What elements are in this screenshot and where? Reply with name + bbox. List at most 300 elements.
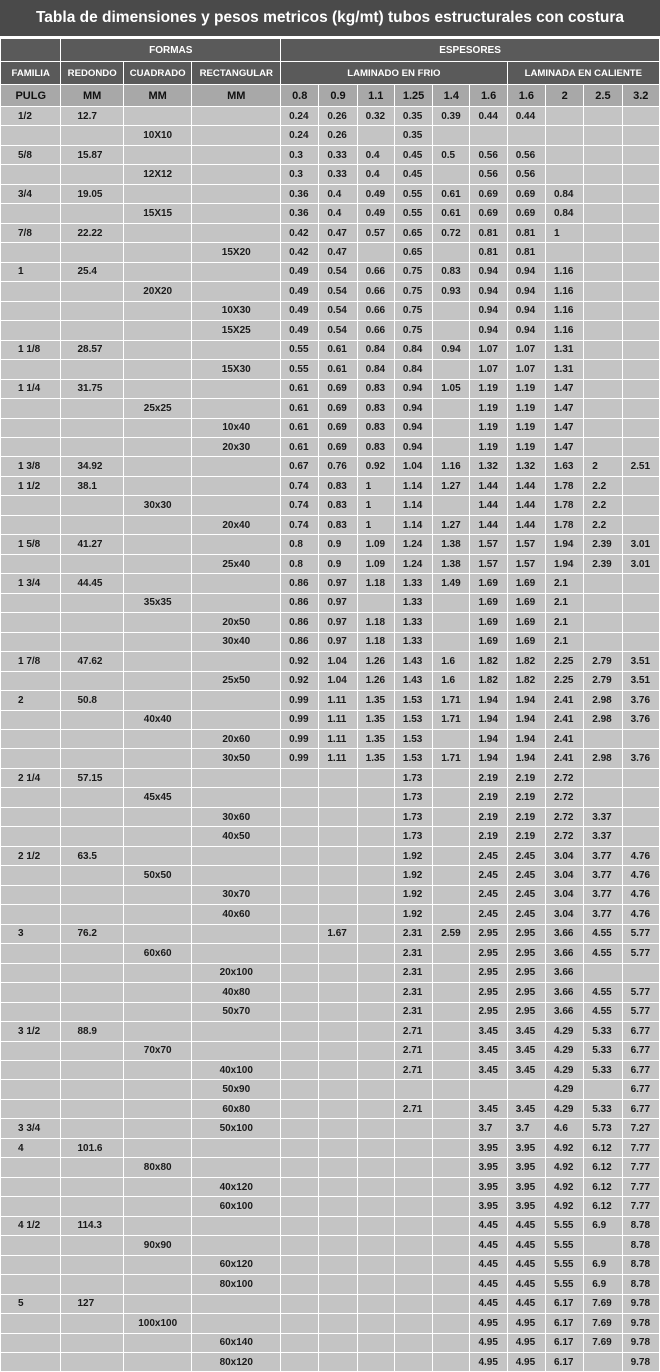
cuadrado-cell	[123, 1022, 192, 1041]
weight-cell	[357, 905, 394, 924]
weight-cell: 4.95	[470, 1333, 507, 1352]
weight-cell: 0.94	[394, 399, 432, 418]
weight-cell: 2.41	[546, 710, 584, 729]
rectangular-cell	[192, 593, 281, 612]
rectangular-cell: 50x70	[192, 1002, 281, 1021]
weight-cell	[357, 1255, 394, 1274]
weight-cell	[281, 866, 319, 885]
weight-cell: 1.19	[507, 437, 545, 456]
weight-cell: 0.84	[546, 184, 584, 203]
weight-cell: 0.69	[319, 379, 357, 398]
weight-cell: 3.66	[546, 1002, 584, 1021]
weight-cell	[470, 1080, 507, 1099]
cuadrado-cell: 70x70	[123, 1041, 192, 1060]
weight-cell: 2.95	[507, 944, 545, 963]
weight-cell: 0.83	[357, 418, 394, 437]
weight-cell: 3.37	[584, 827, 622, 846]
weight-cell	[433, 632, 470, 651]
weight-cell: 1.16	[546, 321, 584, 340]
weight-cell: 0.83	[319, 496, 357, 515]
weight-cell: 1.19	[470, 379, 507, 398]
cuadrado-cell: 35x35	[123, 593, 192, 612]
weight-cell: 2	[584, 457, 622, 476]
cuadrado-cell: 25x25	[123, 399, 192, 418]
weight-cell	[622, 574, 659, 593]
weight-cell: 0.86	[281, 613, 319, 632]
rectangular-cell: 40x60	[192, 905, 281, 924]
weight-cell: 0.66	[357, 321, 394, 340]
cuadrado-cell	[123, 1099, 192, 1118]
weight-cell: 1.94	[470, 710, 507, 729]
header-blank	[1, 39, 61, 62]
rectangular-cell: 30x70	[192, 885, 281, 904]
redondo-cell	[61, 282, 123, 301]
weight-cell	[584, 418, 622, 437]
weight-cell	[319, 1080, 357, 1099]
weight-cell: 0.94	[394, 418, 432, 437]
familia-cell	[1, 885, 61, 904]
weight-cell: 4.55	[584, 944, 622, 963]
weight-cell	[584, 1080, 622, 1099]
weight-cell: 1.78	[546, 515, 584, 534]
weight-cell: 7.27	[622, 1119, 659, 1138]
weight-cell: 1.14	[394, 476, 432, 495]
rectangular-cell: 20x100	[192, 963, 281, 982]
weight-cell: 3.01	[622, 554, 659, 573]
cuadrado-cell	[123, 846, 192, 865]
weight-cell: 2.1	[546, 613, 584, 632]
familia-cell: 1 5/8	[1, 535, 61, 554]
familia-cell	[1, 1275, 61, 1294]
weight-cell: 4.55	[584, 924, 622, 943]
weight-cell	[394, 1333, 432, 1352]
weight-cell: 1.69	[470, 613, 507, 632]
weight-cell: 2.59	[433, 924, 470, 943]
weight-cell	[622, 399, 659, 418]
weight-cell: 4.55	[584, 1002, 622, 1021]
weight-cell	[281, 1041, 319, 1060]
weight-cell: 0.32	[357, 107, 394, 126]
weight-cell: 4.55	[584, 983, 622, 1002]
redondo-cell	[61, 496, 123, 515]
weight-cell	[394, 1080, 432, 1099]
weight-cell	[394, 1138, 432, 1157]
rectangular-cell	[192, 924, 281, 943]
weight-cell	[394, 1216, 432, 1235]
cuadrado-cell	[123, 613, 192, 632]
weight-cell: 1.24	[394, 535, 432, 554]
weight-cell	[470, 126, 507, 145]
weight-cell: 2.19	[470, 768, 507, 787]
weight-cell: 9.78	[622, 1333, 659, 1352]
weight-cell: 4.29	[546, 1080, 584, 1099]
cuadrado-cell	[123, 437, 192, 456]
cuadrado-cell: 50x50	[123, 866, 192, 885]
table-row	[1, 145, 660, 164]
weight-cell: 1.47	[546, 399, 584, 418]
redondo-cell	[61, 399, 123, 418]
weight-cell	[357, 1353, 394, 1372]
weight-cell: 1.44	[507, 496, 545, 515]
table-row	[1, 360, 660, 379]
redondo-cell	[61, 1275, 123, 1294]
weight-cell: 0.8	[281, 535, 319, 554]
weight-cell: 2.95	[507, 1002, 545, 1021]
weight-cell: 0.3	[281, 145, 319, 164]
familia-cell: 5	[1, 1294, 61, 1313]
cuadrado-cell: 90x90	[123, 1236, 192, 1255]
weight-cell: 1.35	[357, 710, 394, 729]
weight-cell: 4.76	[622, 885, 659, 904]
weight-cell	[433, 1353, 470, 1372]
weight-cell: 5.77	[622, 1002, 659, 1021]
weight-cell	[319, 1158, 357, 1177]
familia-cell	[1, 730, 61, 749]
weight-cell	[584, 107, 622, 126]
redondo-cell	[61, 1060, 123, 1079]
weight-cell: 0.39	[433, 107, 470, 126]
weight-cell: 3.95	[470, 1138, 507, 1157]
weight-cell: 2.79	[584, 652, 622, 671]
redondo-cell: 57.15	[61, 768, 123, 787]
weight-cell: 5.55	[546, 1275, 584, 1294]
cuadrado-cell: 20X20	[123, 282, 192, 301]
weight-cell: 0.74	[281, 515, 319, 534]
weight-cell	[584, 340, 622, 359]
weight-cell	[622, 593, 659, 612]
weight-cell: 3.7	[470, 1119, 507, 1138]
table-row	[1, 866, 660, 885]
weight-cell: 0.92	[357, 457, 394, 476]
weight-cell: 1.35	[357, 730, 394, 749]
weight-cell: 3.7	[507, 1119, 545, 1138]
weight-cell: 1.94	[507, 749, 545, 768]
weight-cell: 3.04	[546, 846, 584, 865]
weight-cell: 1.73	[394, 827, 432, 846]
weight-cell	[546, 243, 584, 262]
weight-cell	[319, 963, 357, 982]
redondo-cell: 88.9	[61, 1022, 123, 1041]
weight-cell: 5.55	[546, 1236, 584, 1255]
weight-cell: 6.17	[546, 1314, 584, 1333]
weight-cell	[507, 126, 545, 145]
thickness-header: 0.8	[281, 85, 319, 107]
weight-cell: 0.69	[319, 399, 357, 418]
weight-cell: 0.94	[433, 340, 470, 359]
weight-cell: 1.92	[394, 885, 432, 904]
rectangular-cell	[192, 1216, 281, 1235]
weight-cell	[622, 184, 659, 203]
weight-cell: 1.94	[546, 554, 584, 573]
weight-cell	[433, 321, 470, 340]
weight-cell: 1.6	[433, 652, 470, 671]
weight-cell: 3.66	[546, 924, 584, 943]
weight-cell: 0.94	[507, 321, 545, 340]
table-row	[1, 963, 660, 982]
weight-cell: 2.45	[470, 905, 507, 924]
weight-cell: 0.61	[319, 340, 357, 359]
weight-cell	[319, 944, 357, 963]
weight-cell	[622, 827, 659, 846]
weight-cell: 1.16	[433, 457, 470, 476]
weight-cell	[357, 768, 394, 787]
weight-cell: 1.09	[357, 554, 394, 573]
weight-cell: 1.16	[546, 262, 584, 281]
weight-cell: 3.66	[546, 963, 584, 982]
weight-cell: 0.75	[394, 262, 432, 281]
weight-cell: 1.94	[507, 691, 545, 710]
weight-cell: 1.19	[507, 418, 545, 437]
weight-cell	[281, 807, 319, 826]
weight-cell	[357, 1216, 394, 1235]
weight-cell: 0.99	[281, 691, 319, 710]
table-row	[1, 593, 660, 612]
weight-cell: 0.74	[281, 476, 319, 495]
weight-cell	[433, 1099, 470, 1118]
cuadrado-cell	[123, 1060, 192, 1079]
weight-cell	[433, 613, 470, 632]
redondo-cell	[61, 1353, 123, 1372]
redondo-cell	[61, 593, 123, 612]
weight-cell	[433, 730, 470, 749]
weight-cell: 9.78	[622, 1294, 659, 1313]
weight-cell	[584, 145, 622, 164]
weight-cell	[357, 1333, 394, 1352]
weight-cell: 0.69	[319, 437, 357, 456]
weight-cell	[357, 983, 394, 1002]
redondo-cell	[61, 515, 123, 534]
weight-cell	[584, 126, 622, 145]
redondo-cell: 101.6	[61, 1138, 123, 1157]
weight-cell: 8.78	[622, 1236, 659, 1255]
weight-cell: 3.66	[546, 983, 584, 1002]
weight-cell	[357, 1294, 394, 1313]
familia-cell	[1, 905, 61, 924]
familia-cell	[1, 301, 61, 320]
table-row	[1, 905, 660, 924]
redondo-cell: 44.45	[61, 574, 123, 593]
redondo-cell	[61, 165, 123, 184]
rectangular-cell	[192, 496, 281, 515]
weight-cell	[357, 1080, 394, 1099]
weight-cell: 4.45	[507, 1255, 545, 1274]
redondo-cell: 114.3	[61, 1216, 123, 1235]
weight-cell: 0.94	[507, 282, 545, 301]
familia-cell	[1, 827, 61, 846]
weight-cell	[281, 1060, 319, 1079]
weight-cell	[319, 1197, 357, 1216]
weight-cell: 0.94	[470, 262, 507, 281]
redondo-cell	[61, 1255, 123, 1274]
redondo-cell	[61, 126, 123, 145]
weight-cell	[281, 1236, 319, 1255]
weight-cell: 6.77	[622, 1099, 659, 1118]
weight-cell: 2.71	[394, 1041, 432, 1060]
thickness-header: 2.5	[584, 85, 622, 107]
weight-cell: 1.43	[394, 671, 432, 690]
weight-cell: 6.12	[584, 1158, 622, 1177]
redondo-cell	[61, 730, 123, 749]
table-row	[1, 768, 660, 787]
weight-cell: 2.51	[622, 457, 659, 476]
weight-cell: 4.76	[622, 866, 659, 885]
weight-cell: 5.55	[546, 1216, 584, 1235]
weight-cell	[584, 321, 622, 340]
weight-cell: 0.72	[433, 223, 470, 242]
weight-cell	[319, 983, 357, 1002]
weight-cell: 2.1	[546, 593, 584, 612]
weight-cell: 2.31	[394, 944, 432, 963]
weight-cell: 0.69	[470, 184, 507, 203]
weight-cell	[281, 768, 319, 787]
weight-cell	[622, 730, 659, 749]
redondo-cell: 47.62	[61, 652, 123, 671]
weight-cell	[433, 768, 470, 787]
weight-cell: 3.95	[470, 1177, 507, 1196]
weight-cell	[622, 437, 659, 456]
table-row	[1, 1099, 660, 1118]
weight-cell: 1.94	[470, 691, 507, 710]
weight-cell	[281, 963, 319, 982]
weight-cell: 0.97	[319, 593, 357, 612]
weight-cell: 1.31	[546, 360, 584, 379]
weight-cell	[281, 1353, 319, 1372]
familia-cell	[1, 1080, 61, 1099]
cuadrado-cell: 80x80	[123, 1158, 192, 1177]
weight-cell	[622, 496, 659, 515]
cuadrado-cell	[123, 1177, 192, 1196]
weight-cell: 0.45	[394, 165, 432, 184]
weight-cell: 6.9	[584, 1255, 622, 1274]
weight-cell	[622, 515, 659, 534]
weight-cell: 1.6	[433, 671, 470, 690]
weight-cell: 1.35	[357, 691, 394, 710]
weight-cell	[433, 1275, 470, 1294]
weight-cell: 0.55	[394, 204, 432, 223]
rectangular-cell: 50x100	[192, 1119, 281, 1138]
rectangular-cell	[192, 1041, 281, 1060]
weight-cell: 2.45	[507, 846, 545, 865]
weight-cell: 1.11	[319, 749, 357, 768]
redondo-cell: 76.2	[61, 924, 123, 943]
table-row	[1, 944, 660, 963]
table-row	[1, 1080, 660, 1099]
weight-cell	[622, 340, 659, 359]
weight-cell: 2.19	[507, 807, 545, 826]
rectangular-cell	[192, 1236, 281, 1255]
weight-cell	[433, 1255, 470, 1274]
weight-cell: 5.77	[622, 944, 659, 963]
rectangular-cell	[192, 768, 281, 787]
weight-cell: 2.95	[470, 924, 507, 943]
weight-cell	[584, 1353, 622, 1372]
weight-cell	[281, 1216, 319, 1235]
weight-cell: 4.45	[507, 1236, 545, 1255]
weight-cell: 0.84	[394, 360, 432, 379]
weight-cell: 3.95	[507, 1197, 545, 1216]
rectangular-cell: 40x120	[192, 1177, 281, 1196]
cuadrado-cell	[123, 632, 192, 651]
weight-cell	[433, 360, 470, 379]
weight-cell: 0.8	[281, 554, 319, 573]
weight-cell	[584, 730, 622, 749]
table-row	[1, 515, 660, 534]
weight-cell: 0.61	[281, 418, 319, 437]
weight-cell	[281, 1177, 319, 1196]
weight-cell	[433, 243, 470, 262]
weight-cell	[319, 1138, 357, 1157]
weight-cell	[319, 1060, 357, 1079]
weight-cell: 5.33	[584, 1099, 622, 1118]
weight-cell	[433, 866, 470, 885]
familia-cell: 4	[1, 1138, 61, 1157]
weight-cell: 1	[357, 496, 394, 515]
cuadrado-cell	[123, 301, 192, 320]
cuadrado-cell	[123, 574, 192, 593]
cuadrado-cell	[123, 1080, 192, 1099]
weight-cell: 0.33	[319, 145, 357, 164]
weight-cell: 2.71	[394, 1022, 432, 1041]
weight-cell	[433, 1119, 470, 1138]
weight-cell: 0.84	[357, 340, 394, 359]
table-row	[1, 574, 660, 593]
redondo-cell	[61, 1177, 123, 1196]
familia-cell	[1, 788, 61, 807]
weight-cell: 1.33	[394, 613, 432, 632]
header-laminado-frio: LAMINADO EN FRIO	[281, 62, 508, 85]
table-row	[1, 1177, 660, 1196]
weight-cell	[281, 1002, 319, 1021]
weight-cell: 1.69	[507, 593, 545, 612]
weight-cell: 3.04	[546, 885, 584, 904]
weight-cell: 0.84	[394, 340, 432, 359]
weight-cell: 3.45	[507, 1060, 545, 1079]
weight-cell: 1.32	[507, 457, 545, 476]
weight-cell: 1.63	[546, 457, 584, 476]
table-row	[1, 437, 660, 456]
weight-cell: 3.77	[584, 866, 622, 885]
redondo-cell	[61, 360, 123, 379]
redondo-cell	[61, 749, 123, 768]
weight-cell	[622, 262, 659, 281]
familia-cell	[1, 1314, 61, 1333]
rectangular-cell	[192, 379, 281, 398]
weight-cell	[357, 126, 394, 145]
weight-cell: 0.61	[281, 399, 319, 418]
weight-cell	[584, 1236, 622, 1255]
weight-cell: 3.45	[507, 1022, 545, 1041]
table-row	[1, 282, 660, 301]
weight-cell: 3.04	[546, 866, 584, 885]
weight-cell: 5.77	[622, 924, 659, 943]
weight-cell: 6.17	[546, 1294, 584, 1313]
weight-cell	[433, 1041, 470, 1060]
weight-cell	[433, 1002, 470, 1021]
weight-cell	[584, 399, 622, 418]
weight-cell	[357, 1022, 394, 1041]
familia-cell: 3 3/4	[1, 1119, 61, 1138]
weight-cell: 0.92	[281, 671, 319, 690]
weight-cell	[357, 827, 394, 846]
cuadrado-cell	[123, 652, 192, 671]
cuadrado-cell	[123, 730, 192, 749]
rectangular-cell: 30x60	[192, 807, 281, 826]
redondo-cell: 63.5	[61, 846, 123, 865]
weight-cell	[357, 924, 394, 943]
weight-cell: 2.95	[507, 963, 545, 982]
weight-cell	[319, 1177, 357, 1196]
weight-cell: 4.92	[546, 1197, 584, 1216]
